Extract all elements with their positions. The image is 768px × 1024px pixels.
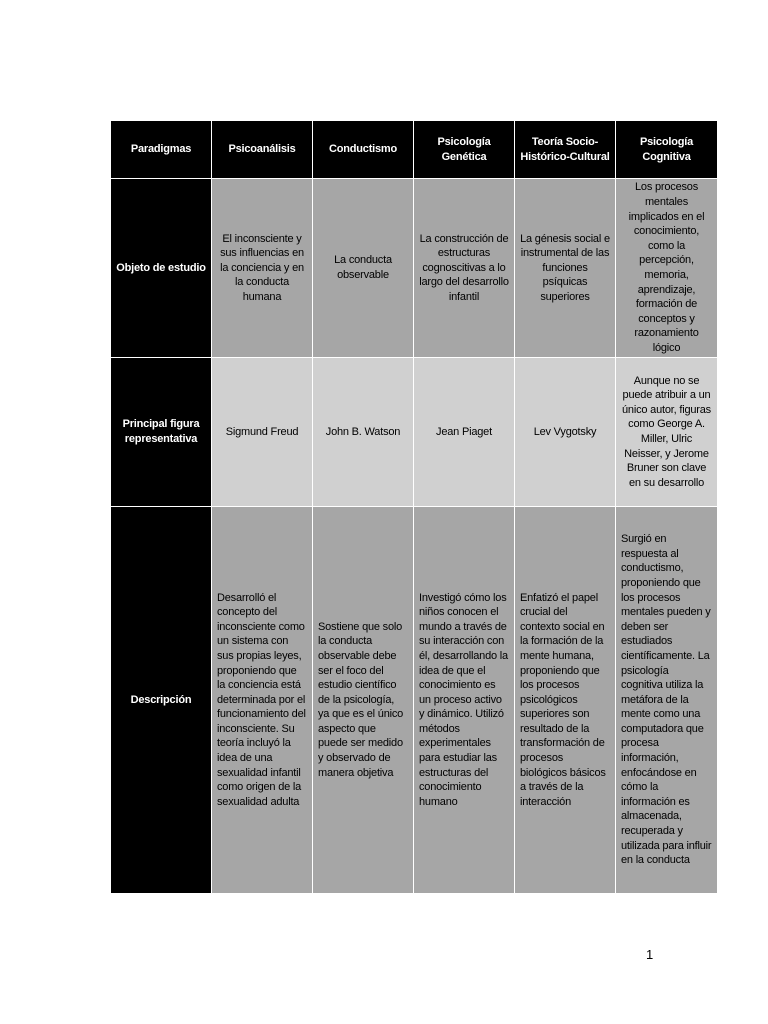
header-row (111, 121, 718, 179)
table-cell: Aunque no se puede atribuir a un único autor, figuras como George A. Miller, Ulric Neisser, y Jerome Bruner son clave en su desarrollo (616, 358, 718, 507)
table-cell: Investigó cómo los niños conocen el mundo a través de su interacción con él, desarrollando la idea de que el conocimiento es un proceso activo y dinámico. Utilizó métodos experimentales para estudiar las estructuras del conocimiento humano (414, 507, 515, 894)
header-psicologia-cognitiva: Psicología Cognitiva (616, 121, 718, 179)
header-psicologia-genetica: Psicología Genética (414, 121, 515, 179)
table-row-descripcion (111, 507, 718, 894)
header-conductismo: Conductismo (313, 121, 414, 179)
table-cell: La génesis social e instrumental de las funciones psíquicas superiores (515, 179, 616, 358)
table-cell: Jean Piaget (414, 358, 515, 507)
page-number: 1 (646, 947, 654, 962)
header-paradigmas: Paradigmas (111, 121, 212, 179)
row-label-objeto-de-estudio: Objeto de estudio (111, 179, 212, 358)
table-cell: La conducta observable (313, 179, 414, 358)
table-cell: La construcción de estructuras cognoscitivas a lo largo del desarrollo infantil (414, 179, 515, 358)
table-cell: El inconsciente y sus influencias en la conciencia y en la conducta humana (212, 179, 313, 358)
table-row-principal-figura (111, 358, 718, 507)
table-row-objeto-de-estudio (111, 179, 718, 358)
header-teoria-socio-historico-cultural: Teoría Socio-Histórico-Cultural (515, 121, 616, 179)
row-label-principal-figura: Principal figura representativa (111, 358, 212, 507)
paradigms-table (110, 120, 718, 894)
header-psicoanalisis: Psicoanálisis (212, 121, 313, 179)
table-cell: Sigmund Freud (212, 358, 313, 507)
table-cell: John B. Watson (313, 358, 414, 507)
table-cell: Sostiene que solo la conducta observable debe ser el foco del estudio científico de la psicología, ya que es el único aspecto que puede ser medido y observado de manera objetiva (313, 507, 414, 894)
table-cell: Lev Vygotsky (515, 358, 616, 507)
table-cell: Desarrolló el concepto del inconsciente como un sistema con sus propias leyes, proponiendo que la conciencia está determinada por el funcionamiento del inconsciente. Su teoría incluyó la idea de una sexualidad infantil como origen de la sexualidad adulta (212, 507, 313, 894)
table-cell: Surgió en respuesta al conductismo, proponiendo que los procesos mentales pueden y deben ser estudiados científicamente. La psicología cognitiva utiliza la metáfora de la mente como una computadora que procesa información, enfocándose en cómo la información es almacenada, recuperada y utilizada para influir en la conducta (616, 507, 718, 894)
table-cell: Los procesos mentales implicados en el conocimiento, como la percepción, memoria, aprendizaje, formación de conceptos y razonamiento lógico (616, 179, 718, 358)
row-label-descripcion: Descripción (111, 507, 212, 894)
table-cell: Enfatizó el papel crucial del contexto social en la formación de la mente humana, proponiendo que los procesos psicológicos superiores son resultado de la transformación de procesos biológicos básicos a través de la interacción (515, 507, 616, 894)
